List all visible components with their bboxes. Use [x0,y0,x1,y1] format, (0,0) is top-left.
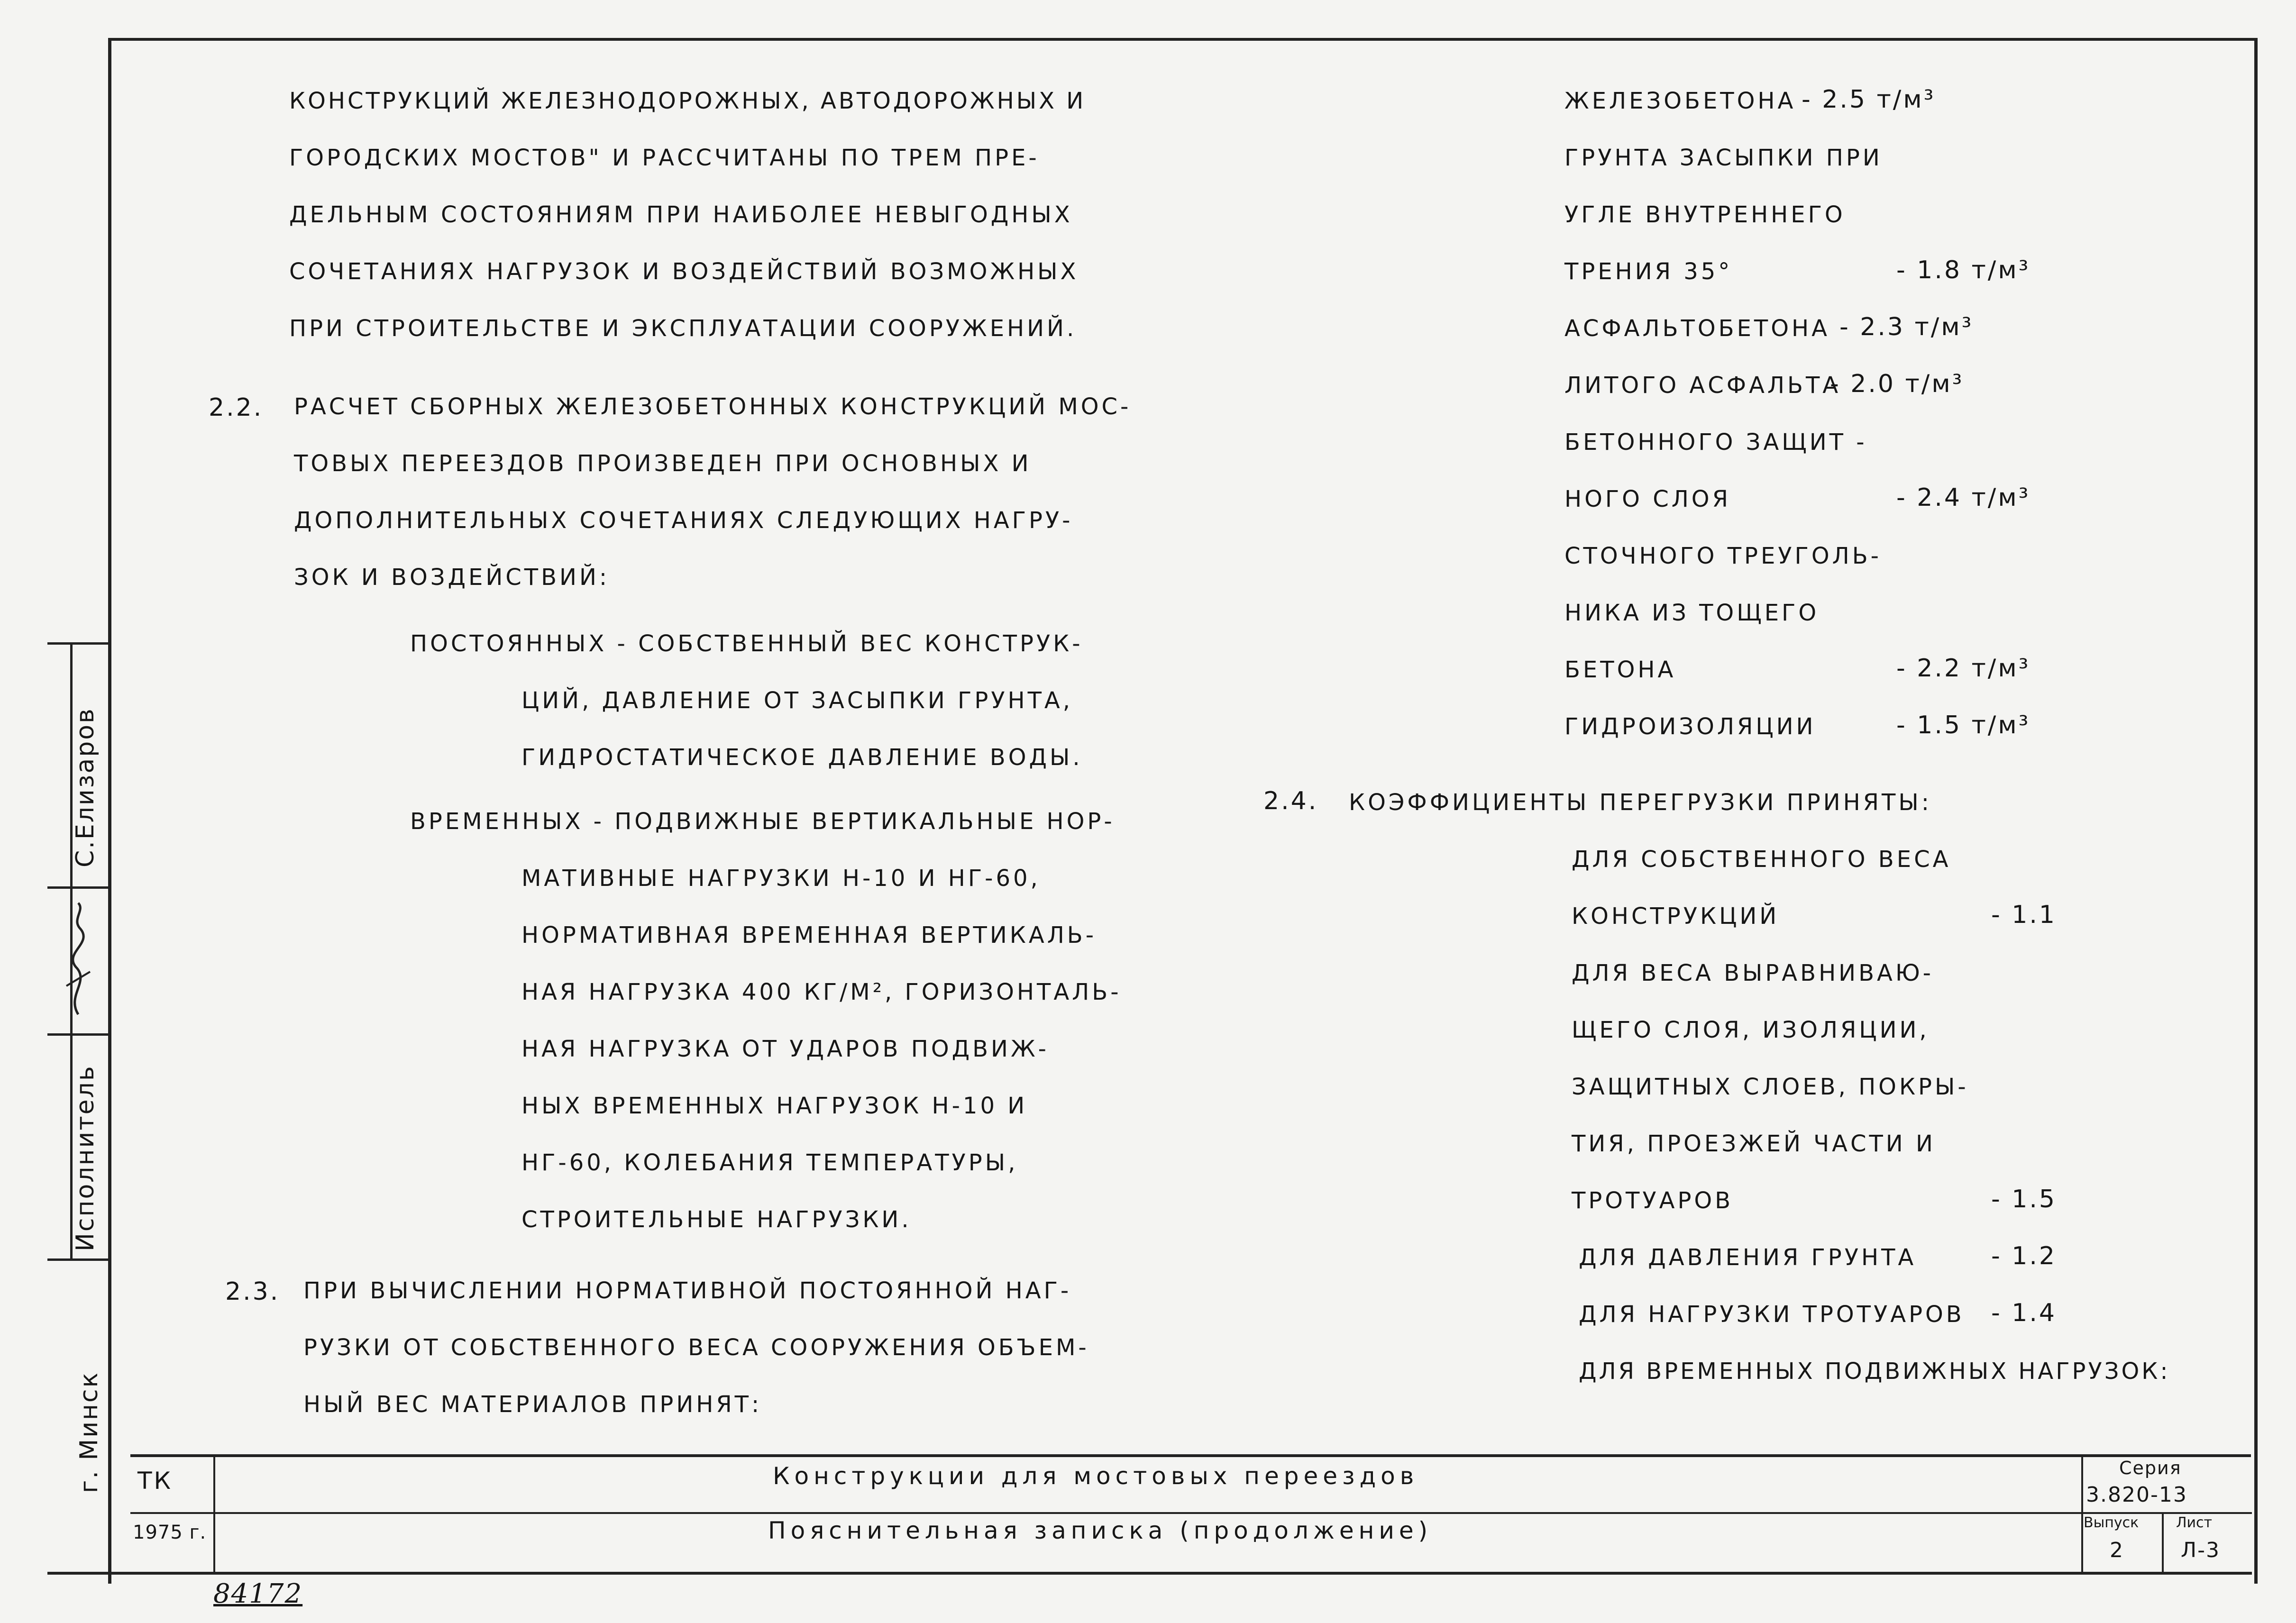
material-name: НИКА ИЗ ТОЩЕГО [1564,600,1820,626]
material-name: ЛИТОГО АСФАЛЬТА [1564,372,1841,399]
title-block-row-divider [130,1512,2251,1514]
coef-name: ДЛЯ ВЕСА ВЫРАВНИВАЮ- [1572,960,1934,986]
material-name: УГЛЕ ВНУТРЕННЕГО [1564,201,1846,228]
section-title: КОЭФФИЦИЕНТЫ ПЕРЕГРУЗКИ ПРИНЯТЫ: [1349,789,1932,816]
material-name: БЕТОНА [1564,656,1676,683]
inventory-number: 84172 [213,1578,303,1609]
stamp-divider [47,1258,108,1261]
material-name: ГРУНТА ЗАСЫПКИ ПРИ [1564,145,1883,171]
coef-name: ДЛЯ СОБСТВЕННОГО ВЕСА [1572,846,1951,873]
code-label: ТК [137,1467,173,1495]
material-value: - 2.0 т/м³ [1830,370,1964,398]
text-line: ВРЕМЕННЫХ - ПОДВИЖНЫЕ ВЕРТИКАЛЬНЫЕ НОР- [410,808,1115,835]
issue-value: 2 [2110,1538,2124,1562]
coef-name: ДЛЯ НАГРУЗКИ ТРОТУАРОВ [1579,1301,1965,1328]
drawing-subtitle: Пояснительная записка (продолжение) [768,1517,1433,1544]
material-value: - 2.3 т/м³ [1839,313,1974,341]
coef-value: - 1.1 [1991,901,2057,929]
text-line: ПОСТОЯННЫХ - СОБСТВЕННЫЙ ВЕС КОНСТРУК- [410,630,1083,657]
title-block-divider [213,1454,215,1573]
material-name: АСФАЛЬТОБЕТОНА [1564,315,1830,342]
coef-name: ДЛЯ ВРЕМЕННЫХ ПОДВИЖНЫХ НАГРУЗОК: [1579,1358,2170,1385]
text-line: НГ-60, КОЛЕБАНИЯ ТЕМПЕРАТУРЫ, [521,1149,1018,1176]
text-line: НЫЙ ВЕС МАТЕРИАЛОВ ПРИНЯТ: [303,1391,762,1418]
text-line: ЗОК И ВОЗДЕЙСТВИЙ: [294,564,610,591]
year-label: 1975 г. [133,1522,207,1543]
material-name: НОГО СЛОЯ [1564,486,1731,512]
signature [57,901,100,1019]
material-value: - 2.4 т/м³ [1896,483,2031,512]
text-line: КОНСТРУКЦИЙ ЖЕЛЕЗНОДОРОЖНЫХ, АВТОДОРОЖНЫХ И [289,88,1086,114]
text-line: НОРМАТИВНАЯ ВРЕМЕННАЯ ВЕРТИКАЛЬ- [521,922,1097,948]
section-number: 2.2. [209,393,264,422]
series-label: Серия [2119,1458,2182,1478]
title-block-divider [2081,1512,2252,1514]
text-line: ПРИ СТРОИТЕЛЬСТВЕ И ЭКСПЛУАТАЦИИ СООРУЖЕНИЙ. [289,315,1077,342]
text-line: МАТИВНЫЕ НАГРУЗКИ Н-10 И НГ-60, [521,865,1041,892]
coef-value: - 1.2 [1991,1242,2057,1270]
text-line: ГОРОДСКИХ МОСТОВ" И РАССЧИТАНЫ ПО ТРЕМ ПРЕ- [289,145,1040,171]
section-number: 2.4. [1263,787,1318,815]
executor-name: С.Елизаров [71,707,100,867]
coef-value: - 1.5 [1991,1185,2057,1213]
text-line: ГИДРОСТАТИЧЕСКОЕ ДАВЛЕНИЕ ВОДЫ. [521,744,1083,771]
text-line: НАЯ НАГРУЗКА ОТ УДАРОВ ПОДВИЖ- [521,1036,1049,1062]
text-line: РУЗКИ ОТ СОБСТВЕННОГО ВЕСА СООРУЖЕНИЯ ОБЪЕМ- [303,1334,1089,1361]
coef-name: КОНСТРУКЦИЙ [1572,903,1780,930]
material-name: ГИДРОИЗОЛЯЦИИ [1564,713,1816,740]
coef-name: ЗАЩИТНЫХ СЛОЕВ, ПОКРЫ- [1572,1074,1969,1100]
material-value: - 2.2 т/м³ [1896,654,2031,683]
material-name: СТОЧНОГО ТРЕУГОЛЬ- [1564,543,1882,569]
sheet-value: Л-3 [2181,1538,2220,1562]
text-line: НЫХ ВРЕМЕННЫХ НАГРУЗОК Н-10 И [521,1093,1028,1119]
text-line: ДОПОЛНИТЕЛЬНЫХ СОЧЕТАНИЯХ СЛЕДУЮЩИХ НАГРУ- [294,507,1073,534]
executor-label: Исполнитель [71,1065,100,1251]
coef-name: ЩЕГО СЛОЯ, ИЗОЛЯЦИИ, [1572,1017,1930,1043]
sheet-label: Лист [2176,1514,2213,1531]
coef-name: ТРОТУАРОВ [1572,1187,1734,1214]
coef-value: - 1.4 [1991,1299,2057,1327]
material-name: ЖЕЛЕЗОБЕТОНА [1564,88,1796,114]
section-number: 2.3. [225,1277,280,1306]
stamp-divider [47,886,108,889]
text-line: ЦИЙ, ДАВЛЕНИЕ ОТ ЗАСЫПКИ ГРУНТА, [521,687,1073,714]
title-block-divider [2162,1512,2164,1573]
coef-name: ДЛЯ ДАВЛЕНИЯ ГРУНТА [1579,1244,1917,1271]
material-name: ТРЕНИЯ 35° [1564,258,1733,285]
text-line: СОЧЕТАНИЯХ НАГРУЗОК И ВОЗДЕЙСТВИЙ ВОЗМОЖНЫХ [289,258,1079,285]
text-line: НАЯ НАГРУЗКА 400 КГ/М², ГОРИЗОНТАЛЬ- [521,979,1122,1005]
material-name: БЕТОННОГО ЗАЩИТ - [1564,429,1867,456]
material-value: - 2.5 т/м³ [1802,85,1936,114]
text-line: ДЕЛЬНЫМ СОСТОЯНИЯМ ПРИ НАИБОЛЕЕ НЕВЫГОДНЫХ [289,201,1073,228]
drawing-title: Конструкции для мостовых переездов [773,1462,1419,1490]
issue-label: Выпуск [2084,1514,2139,1531]
stamp-divider [47,1033,108,1036]
stamp-divider [47,642,108,645]
city-label: г. Минск [75,1371,103,1493]
material-value: - 1.5 т/м³ [1896,711,2031,739]
text-line: ПРИ ВЫЧИСЛЕНИИ НОРМАТИВНОЙ ПОСТОЯННОЙ НАГ- [303,1277,1072,1304]
text-line: ТОВЫХ ПЕРЕЕЗДОВ ПРОИЗВЕДЕН ПРИ ОСНОВНЫХ И [294,450,1032,477]
coef-name: ТИЯ, ПРОЕЗЖЕЙ ЧАСТИ И [1572,1131,1936,1157]
text-line: СТРОИТЕЛЬНЫЕ НАГРУЗКИ. [521,1206,912,1233]
series-value: 3.820-13 [2086,1483,2187,1507]
text-line: РАСЧЕТ СБОРНЫХ ЖЕЛЕЗОБЕТОННЫХ КОНСТРУКЦИЙ МОС- [294,393,1132,420]
material-value: - 1.8 т/м³ [1896,256,2031,284]
